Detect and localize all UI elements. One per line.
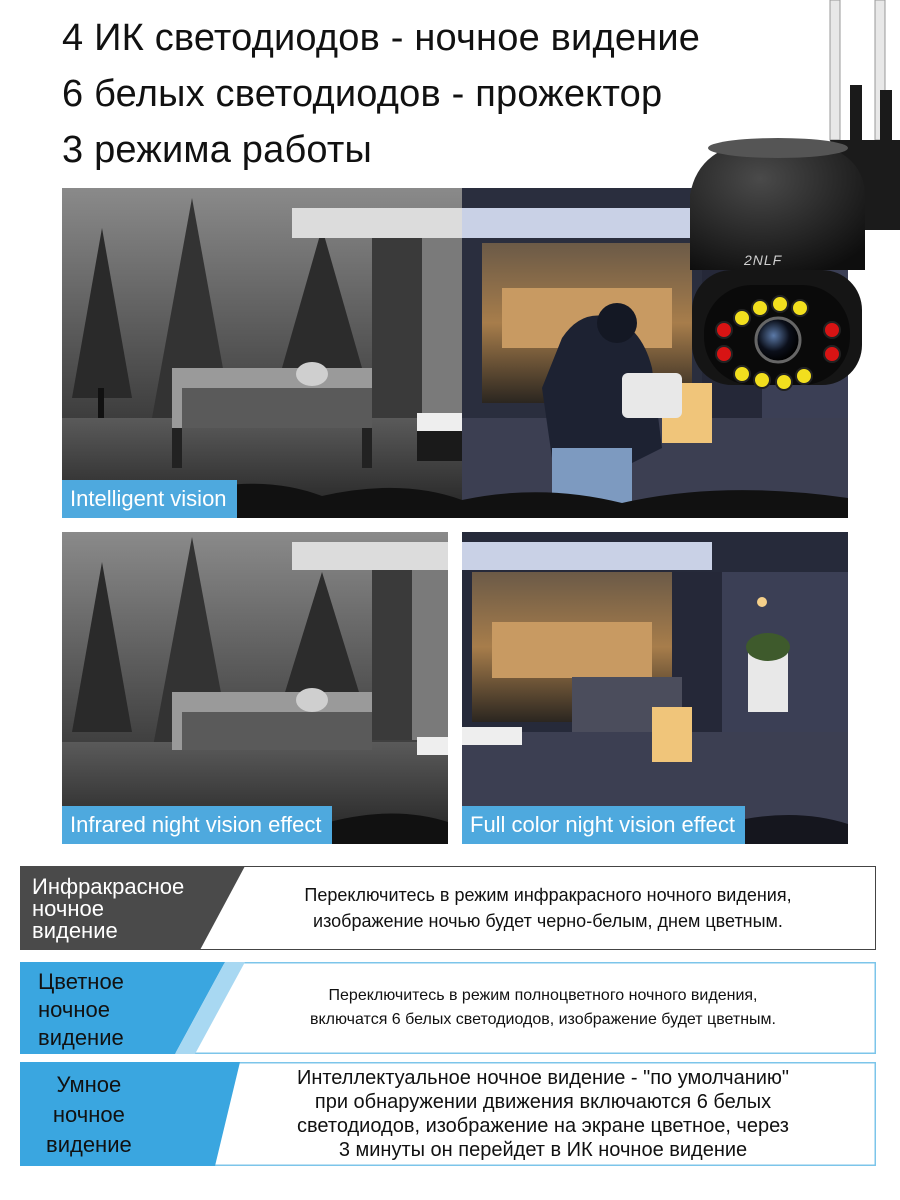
fullcolor-scene (462, 532, 848, 844)
infrared-scene (62, 532, 448, 844)
mode-desc-smart: Интеллектуальное ночное видение - "по умолчанию" при обнаружении движения включаются 6 белых светодиодов, изображение на экране цветное, через 3 минуты он перейдет в ИК ночное видение (296, 1067, 790, 1161)
camera-brand-logo: 2NLF (744, 252, 783, 268)
infrared-panel (62, 532, 448, 844)
mode-name-infrared: Инфракрасное ночное видение (32, 874, 185, 943)
camera-illustration (680, 0, 900, 395)
mode-name-smart: Умное ночное видение (46, 1072, 132, 1157)
headline-line-3: 3 режима работы (62, 129, 373, 171)
fullcolor-label: Full color night vision effect (462, 806, 745, 844)
infrared-label: Infrared night vision effect (62, 806, 332, 844)
mode-row-smart (20, 1062, 876, 1166)
mode-row-infrared (20, 866, 876, 950)
mode-name-color: Цветное ночное видение (38, 969, 124, 1050)
mode-desc-infrared: Переключитесь в режим инфракрасного ночного видения, изображение ночью будет черно-белым, днем цветным. (304, 885, 792, 931)
camera-product (680, 0, 900, 395)
fullcolor-panel (462, 532, 848, 844)
headline-line-2: 6 белых светодиодов - прожектор (62, 73, 663, 115)
headline-line-1: 4 ИК светодиодов - ночное видение (62, 17, 701, 59)
mode-desc-color: Переключитесь в режим полноцветного ночного видения, включатся 6 белых светодиодов, изображение будет цветным. (310, 987, 776, 1028)
intelligent-vision-label: Intelligent vision (62, 480, 237, 518)
mode-row-color (20, 962, 876, 1054)
